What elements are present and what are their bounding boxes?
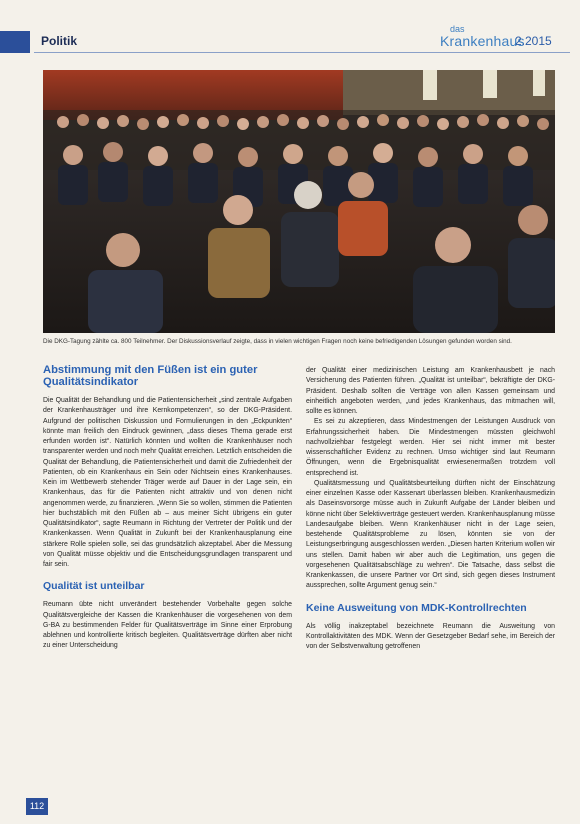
page-number: 112: [26, 798, 48, 815]
paragraph-right-4: Als völlig inakzeptabel bezeichnete Reumann die Ausweitung von Kontrollaktivitäten des MDK. Wenn der Gesetzgeber Bedarf sehe, im Bereich der von der Selbstverwaltung getroffenen: [306, 622, 555, 650]
header-accent-block: [0, 31, 30, 53]
article-column-left: [43, 364, 292, 652]
heading-qualitaet-unteilbar: Qualität ist unteilbar: [43, 580, 145, 593]
conference-photo: [43, 70, 555, 333]
heading-qualitaetsindikator: Abstimmung mit den Füßen ist ein guter Qualitätsindikator: [43, 364, 258, 388]
paragraph-right-3: Qualitätsmessung und Qualitätsbeurteilung dürften nicht der Einschätzung einer einzelnen Kasse oder Kassenart überlassen bleiben. Krankenhausmedizin als Daseinsvorsorge müsse auch in Zukunft Aufgabe der Länder bleiben und könne nicht über Selektivverträge gesteuert werden. Krankenhausplanung müsse Landesaufgabe bleiben. Wenn Krankenhäuser nicht in der Lage seien, bestehende Qualitätsprobleme zu lösen, könnten sie von der Leistungserbringung ausgeschlossen werden. „Diesen harten Kriterium wollen wir uns stellen. Damit haben wir aber auch die Legitimation, uns gegen die vorgesehenen Qualitätsabschläge zu wehren“. Die Tatsache, dass selbst die Krankenkassen, die unsere Partner vor Ort sind, sich gegen dieses Instrument aussprechen, sollte Argument genug sein.“: [306, 479, 555, 590]
logo-big-text: Krankenhaus: [440, 33, 525, 49]
paragraph-left-1: Die Qualität der Behandlung und die Patientensicherheit „sind zentrale Aufgaben der Krankenhausträger und ihre Kernkompetenzen“, so der DKG-Präsident. Aufgrund der politischen Diskussion und Formulierungen in den „Eckpunkten“ könnte man freilich den Eindruck gewinnen, „dass dieses Thema gerade erst erfunden worden ist“. Natürlich könnten und wollten die Krankenhäuser noch transparenter werden und noch mehr Qualität erreichen. Letztlich entscheiden die Qualität der Behandlung, die Patientensicherheit und damit die Zufriedenheit der Patienten, ob ein Krankenhaus ein Sein oder Nichtsein eines Krankenhauses. Kein im Wettbewerb stehender Träger werde auf Dauer in der Lage sein, ein Krankenhaus, das für die Patienten nicht attraktiv und von denen nicht angenommen werde, zu finanzieren. „Wenn Sie so wollen, stimmen die Patienten hier buchstäblich mit den Füßen ab – aus meiner Sicht übrigens ein guter Qualitätsindikator“, sagte Reumann in Richtung der Vertreter der Politik und der Krankenkassen. Wenn Qualität in Zukunft bei der Krankenhausplanung eine stärkere Rolle spielen solle, sei das grundsätzlich akzeptabel. Aber die Messung von Qualität müsse objektiv und die Entscheidungsgrundlagen transparent und fair sein.: [43, 397, 292, 568]
paragraph-right-1: der Qualität einer medizinischen Leistung am Krankenhausbett je nach Versicherung des Patienten führen. „Qualität ist unteilbar“, bekräftigte der DKG-Präsident. Deshalb sollten die Verträge von allen Kassen gemeinsam und einheitlich angeboten werden, „und jedes Krankenhaus, das mitmachen will, sollte es können.: [306, 367, 555, 415]
heading-mdk-kontrollrechte: Keine Ausweitung von MDK-Kontrollrechten: [306, 601, 527, 614]
magazine-logo: [440, 25, 525, 48]
logo-small-text: das: [450, 24, 465, 34]
article-column-right: [306, 366, 555, 652]
paragraph-left-2: Reumann übte nicht unverändert bestehender Vorbehalte gegen solche Qualitätsvergleiche der Kassen die Krankenhäuser die vorgesehenen von dem G-BA zu bestimmenden Felder für Qualitätsverträge im Sinne einer Erprobung ablehnen und kontrollierte kritisch begleiten. Qualitätsverträge dürften aber nicht zu einer Unterscheidung: [43, 601, 292, 650]
page-header: [0, 24, 580, 53]
audience-illustration: [43, 70, 555, 333]
photo-caption: Die DKG-Tagung zählte ca. 800 Teilnehmer. Der Diskussionsverlauf zeigte, dass in vielen wichtigen Fragen noch keine befriedigenden Lösungen gefunden worden sind.: [43, 338, 512, 345]
paragraph-right-2: Es sei zu akzeptieren, dass Mindestmengen der Leistungen Ausdruck von Erfahrungssicherheit haben. Die Mindestmengen müssten gleichwohl nachvollziehbar festgelegt werden. Hier sei nicht immer mit bester wissenschaftlicher Evidenz zu rechnen. Umso wichtiger sind laut Reumann Öffnungen, wenn die Ergebnisqualität erwiesenermaßen trotzdem voll entsprechend ist.: [306, 418, 555, 477]
section-label: Politik: [41, 34, 78, 48]
issue-number: 2.2015: [515, 34, 552, 48]
header-rule: [34, 52, 570, 53]
